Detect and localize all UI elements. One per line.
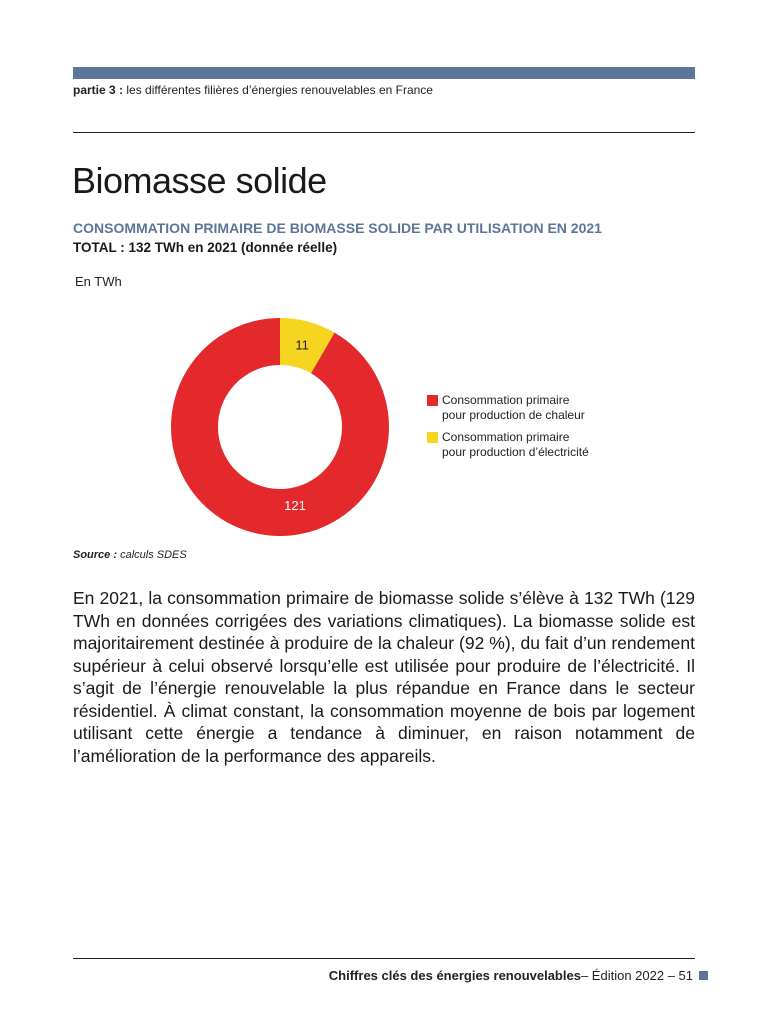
legend-label-line: Consommation primaire: [442, 393, 570, 407]
source-text: calculs SDES: [117, 549, 187, 561]
footer-divider: [73, 958, 695, 959]
header-divider: [73, 132, 695, 133]
footer-square-icon: [699, 971, 708, 980]
legend-swatch: [427, 395, 438, 406]
part-label: [73, 83, 433, 97]
body-paragraph: En 2021, la consommation primaire de biomasse solide s’élève à 132 TWh (129 TWh en données corrigées des variations climatiques). La biomasse solide est majoritairement destinée à produire de la chaleur (92 %), du fait d’un rendement supérieur à celui observé lorsqu’elle est utilisée pour produire de l’électricité. Il s’agit de l’énergie renouvelable la plus répandue en France dans le secteur résidentiel. À climat constant, la consommation moyenne de bois par logement utilisant cette énergie a tendance à diminuer, en raison notamment de l’amélioration de la performance des appareils.: [73, 588, 695, 766]
page-title: Biomasse solide: [72, 160, 327, 201]
legend-label-line: Consommation primaire: [442, 430, 570, 444]
legend-label: [442, 393, 585, 423]
legend-label-line: pour production d’électricité: [442, 445, 589, 459]
data-label-electricite: 11: [295, 337, 309, 353]
part-number: partie 3 :: [73, 83, 124, 97]
source-label: Source :: [73, 549, 118, 561]
edition-page: – Édition 2022 – 51: [580, 968, 693, 983]
header-bar: [73, 67, 695, 79]
chart-legend: [427, 393, 589, 467]
publication-title: Chiffres clés des énergies renouvelables: [328, 968, 581, 983]
part-title: les différentes filières d’énergies renouvelables en France: [123, 83, 433, 97]
legend-item-chaleur: [427, 393, 589, 423]
legend-item-electricite: [427, 430, 589, 460]
donut-chart: [160, 310, 400, 540]
chart-title: CONSOMMATION PRIMAIRE DE BIOMASSE SOLIDE PAR UTILISATION EN 2021: [73, 220, 602, 236]
legend-swatch: [427, 432, 438, 443]
source-note: [73, 549, 187, 561]
chart-subtitle: TOTAL : 132 TWh en 2021 (donnée réelle): [73, 240, 338, 255]
legend-label-line: pour production de chaleur: [442, 408, 585, 422]
data-label-chaleur: 121: [284, 498, 306, 513]
page-footer: [329, 968, 708, 983]
chart-unit: En TWh: [75, 274, 122, 289]
legend-label: [442, 430, 589, 460]
